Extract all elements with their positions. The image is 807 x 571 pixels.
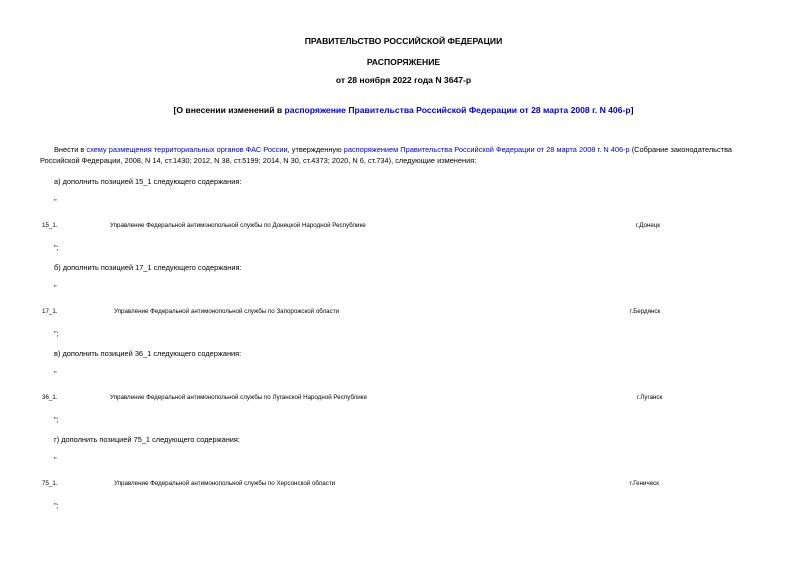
header-doc-type: РАСПОРЯЖЕНИЕ: [366, 57, 441, 67]
open-quote-c: ": [54, 369, 57, 378]
open-quote-a: ": [54, 197, 57, 206]
title-suffix: ]: [630, 105, 634, 115]
intro-text-3: (Собрание законодательства Российской Федерации, 2008, N 14, ст.1430; 2012, N 38, ст.5199; 2014, N 30, ст.4373; 2020, N 6, ст.734), следующие изменения:: [40, 145, 733, 165]
position-name-b: Управление Федеральной антимонопольной службы по Запорожской области: [114, 308, 339, 315]
close-quote-b: ";: [54, 329, 59, 338]
instruction-c: в) дополнить позицией 36_1 следующего содержания:: [54, 349, 242, 358]
instruction-b: б) дополнить позицией 17_1 следующего содержания:: [54, 263, 242, 272]
position-city-a: г.Донецк: [636, 222, 661, 229]
position-city-d: г.Геническ: [630, 480, 659, 487]
intro-link-order[interactable]: распоряжением Правительства Российской Федерации от 28 марта 2008 г. N 406-р: [343, 145, 630, 154]
close-quote-a: ";: [54, 243, 59, 252]
title-link[interactable]: распоряжение Правительства Российской Федерации от 28 марта 2008 г. N 406-р: [284, 105, 631, 115]
position-number-a: 15_1.: [42, 222, 58, 229]
intro-paragraph: [40, 145, 770, 166]
instruction-d: г) дополнить позицией 75_1 следующего содержания:: [54, 435, 240, 444]
intro-text-1: Внести в: [54, 145, 87, 154]
intro-link-scheme[interactable]: схему размещения территориальных органов ФАС России: [86, 145, 288, 154]
title-prefix: [О внесении изменений в: [173, 105, 285, 115]
position-name-a: Управление Федеральной антимонопольной службы по Донецкой Народной Республике: [110, 222, 366, 229]
instruction-a: а) дополнить позицией 15_1 следующего содержания:: [54, 177, 242, 186]
open-quote-b: ": [54, 283, 57, 292]
position-number-b: 17_1.: [42, 308, 58, 315]
header-government: ПРАВИТЕЛЬСТВО РОССИЙСКОЙ ФЕДЕРАЦИИ: [304, 36, 503, 46]
doc-title: [0, 105, 807, 115]
open-quote-d: ": [54, 455, 57, 464]
position-number-d: 75_1.: [42, 480, 58, 487]
close-quote-c: ";: [54, 415, 59, 424]
header-date-number: от 28 ноября 2022 года N 3647-р: [335, 75, 472, 85]
close-quote-d: ";: [54, 501, 59, 510]
position-number-c: 36_1.: [42, 394, 58, 401]
position-city-c: г.Луганск: [637, 394, 663, 401]
position-name-d: Управление Федеральной антимонопольной службы по Херсонской области: [114, 480, 336, 487]
position-city-b: г.Бердянск: [630, 308, 661, 315]
position-name-c: Управление Федеральной антимонопольной службы по Луганской Народной Республике: [110, 394, 367, 401]
intro-text-2: , утвержденную: [287, 145, 344, 154]
